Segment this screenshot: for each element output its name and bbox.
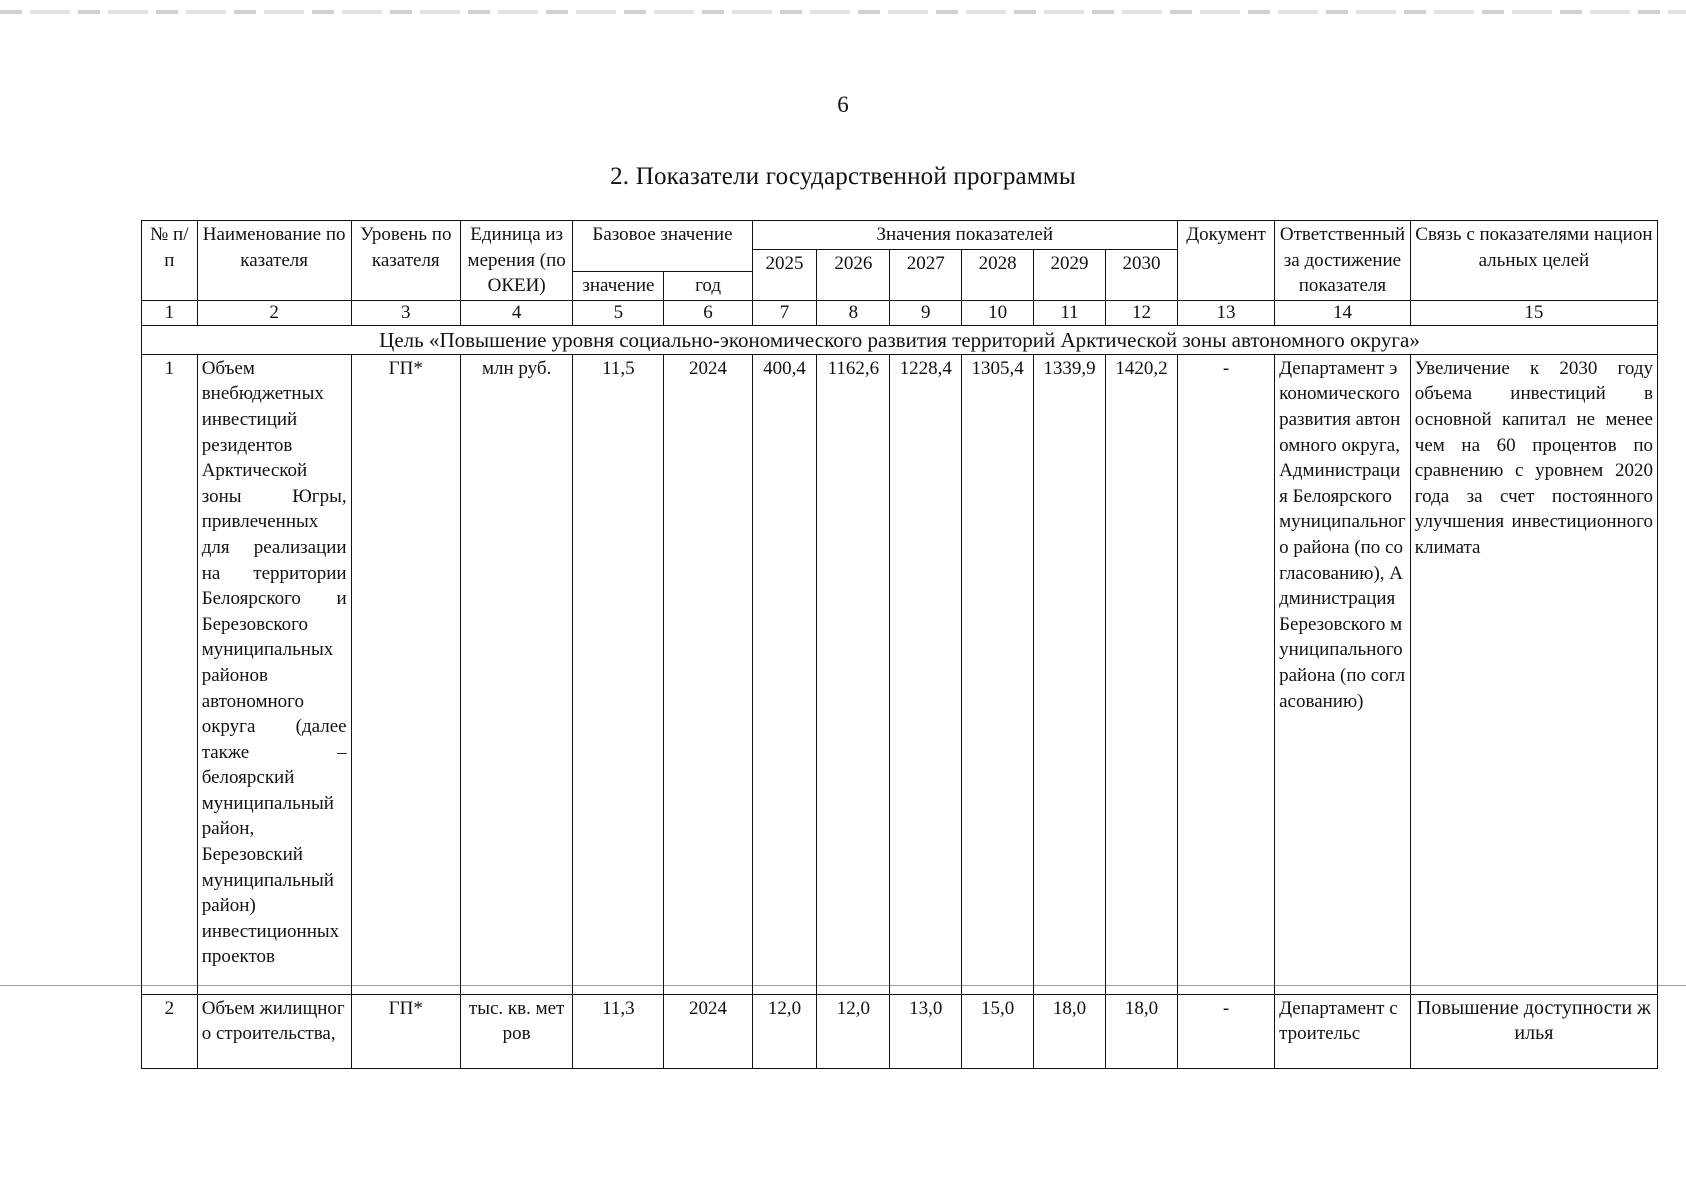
row-responsible: Департамент строительс bbox=[1275, 994, 1411, 1068]
header-name: Наименование показателя bbox=[197, 221, 351, 301]
column-number: 12 bbox=[1105, 300, 1177, 325]
row-base-year: 2024 bbox=[664, 994, 752, 1068]
section-title: 2. Показатели государственной программы bbox=[610, 163, 1076, 190]
header-level: Уровень показателя bbox=[351, 221, 460, 301]
header-row-1 bbox=[142, 221, 1658, 250]
row-document: - bbox=[1177, 994, 1274, 1068]
column-number: 15 bbox=[1410, 300, 1657, 325]
row-base-year: 2024 bbox=[664, 354, 752, 994]
table-row bbox=[142, 354, 1658, 994]
column-number: 1 bbox=[142, 300, 198, 325]
scan-artifact-top bbox=[0, 10, 1686, 14]
row-level: ГП* bbox=[351, 994, 460, 1068]
column-number: 9 bbox=[890, 300, 962, 325]
goal-row bbox=[142, 325, 1658, 354]
row-value-2026: 1162,6 bbox=[817, 354, 890, 994]
row-value-2027: 13,0 bbox=[890, 994, 962, 1068]
column-number: 13 bbox=[1177, 300, 1274, 325]
table-row bbox=[142, 994, 1658, 1068]
header-link: Связь с показателями национальных целей bbox=[1410, 221, 1657, 301]
header-year-2027: 2027 bbox=[890, 249, 962, 300]
column-number: 14 bbox=[1275, 300, 1411, 325]
row-link: Повышение доступности жилья bbox=[1410, 994, 1657, 1068]
column-number: 7 bbox=[752, 300, 817, 325]
header-year-2030: 2030 bbox=[1105, 249, 1177, 300]
row-value-2025: 12,0 bbox=[752, 994, 817, 1068]
row-unit: тыс. кв. метров bbox=[460, 994, 572, 1068]
row-value-2026: 12,0 bbox=[817, 994, 890, 1068]
header-num: № п/п bbox=[142, 221, 198, 301]
row-num: 1 bbox=[142, 354, 198, 994]
row-value-2030: 18,0 bbox=[1105, 994, 1177, 1068]
row-base-value: 11,3 bbox=[573, 994, 664, 1068]
row-value-2029: 18,0 bbox=[1034, 994, 1106, 1068]
header-year-2029: 2029 bbox=[1034, 249, 1106, 300]
indicators-table bbox=[141, 220, 1658, 1069]
column-number: 11 bbox=[1034, 300, 1106, 325]
row-document: - bbox=[1177, 354, 1274, 994]
header-year-2028: 2028 bbox=[962, 249, 1034, 300]
row-name: Объем жилищного строительства, bbox=[197, 994, 351, 1068]
row-value-2030: 1420,2 bbox=[1105, 354, 1177, 994]
column-number: 5 bbox=[573, 300, 664, 325]
row-value-2028: 15,0 bbox=[962, 994, 1034, 1068]
row-link: Увеличение к 2030 году объема инвестиций в основной капитал не менее чем на 60 процентов по сравнению с уровнем 2020 года за счет постоянного улучшения инвестиционного климата bbox=[1410, 354, 1657, 994]
header-unit: Единица измерения (по ОКЕИ) bbox=[460, 221, 572, 301]
row-responsible: Департамент экономического развития автономного округа, Администрация Белоярского муниципального района (по согласованию), Администрация Березовского муниципального района (по согласованию) bbox=[1275, 354, 1411, 994]
header-base-value: значение bbox=[573, 272, 664, 301]
row-base-value: 11,5 bbox=[573, 354, 664, 994]
row-num: 2 bbox=[142, 994, 198, 1068]
header-base-year: год bbox=[664, 272, 752, 301]
header-year-2025: 2025 bbox=[752, 249, 817, 300]
header-document: Документ bbox=[1177, 221, 1274, 301]
header-base: Базовое значение bbox=[573, 221, 752, 272]
row-value-2025: 400,4 bbox=[752, 354, 817, 994]
header-values: Значения показателей bbox=[752, 221, 1177, 250]
row-level: ГП* bbox=[351, 354, 460, 994]
header-year-2026: 2026 bbox=[817, 249, 890, 300]
row-value-2028: 1305,4 bbox=[962, 354, 1034, 994]
row-value-2029: 1339,9 bbox=[1034, 354, 1106, 994]
row-name: Объем внебюджетных инвестиций резидентов Арктической зоны Югры, привлеченных для реализации на территории Белоярского и Березовского муниципальных районов автономного округа (далее также – белоярский муниципальный район, Березовский муниципальный район) инвестиционных проектов bbox=[197, 354, 351, 994]
column-number: 2 bbox=[197, 300, 351, 325]
page-number: 6 bbox=[837, 92, 849, 117]
row-value-2027: 1228,4 bbox=[890, 354, 962, 994]
column-number: 10 bbox=[962, 300, 1034, 325]
column-number: 4 bbox=[460, 300, 572, 325]
column-number: 3 bbox=[351, 300, 460, 325]
column-number-row bbox=[142, 300, 1658, 325]
row-unit: млн руб. bbox=[460, 354, 572, 994]
header-responsible: Ответственный за достижение показателя bbox=[1275, 221, 1411, 301]
column-number: 8 bbox=[817, 300, 890, 325]
goal-text: Цель «Повышение уровня социально-экономического развития территорий Арктической зоны автономного округа» bbox=[142, 325, 1658, 354]
column-number: 6 bbox=[664, 300, 752, 325]
